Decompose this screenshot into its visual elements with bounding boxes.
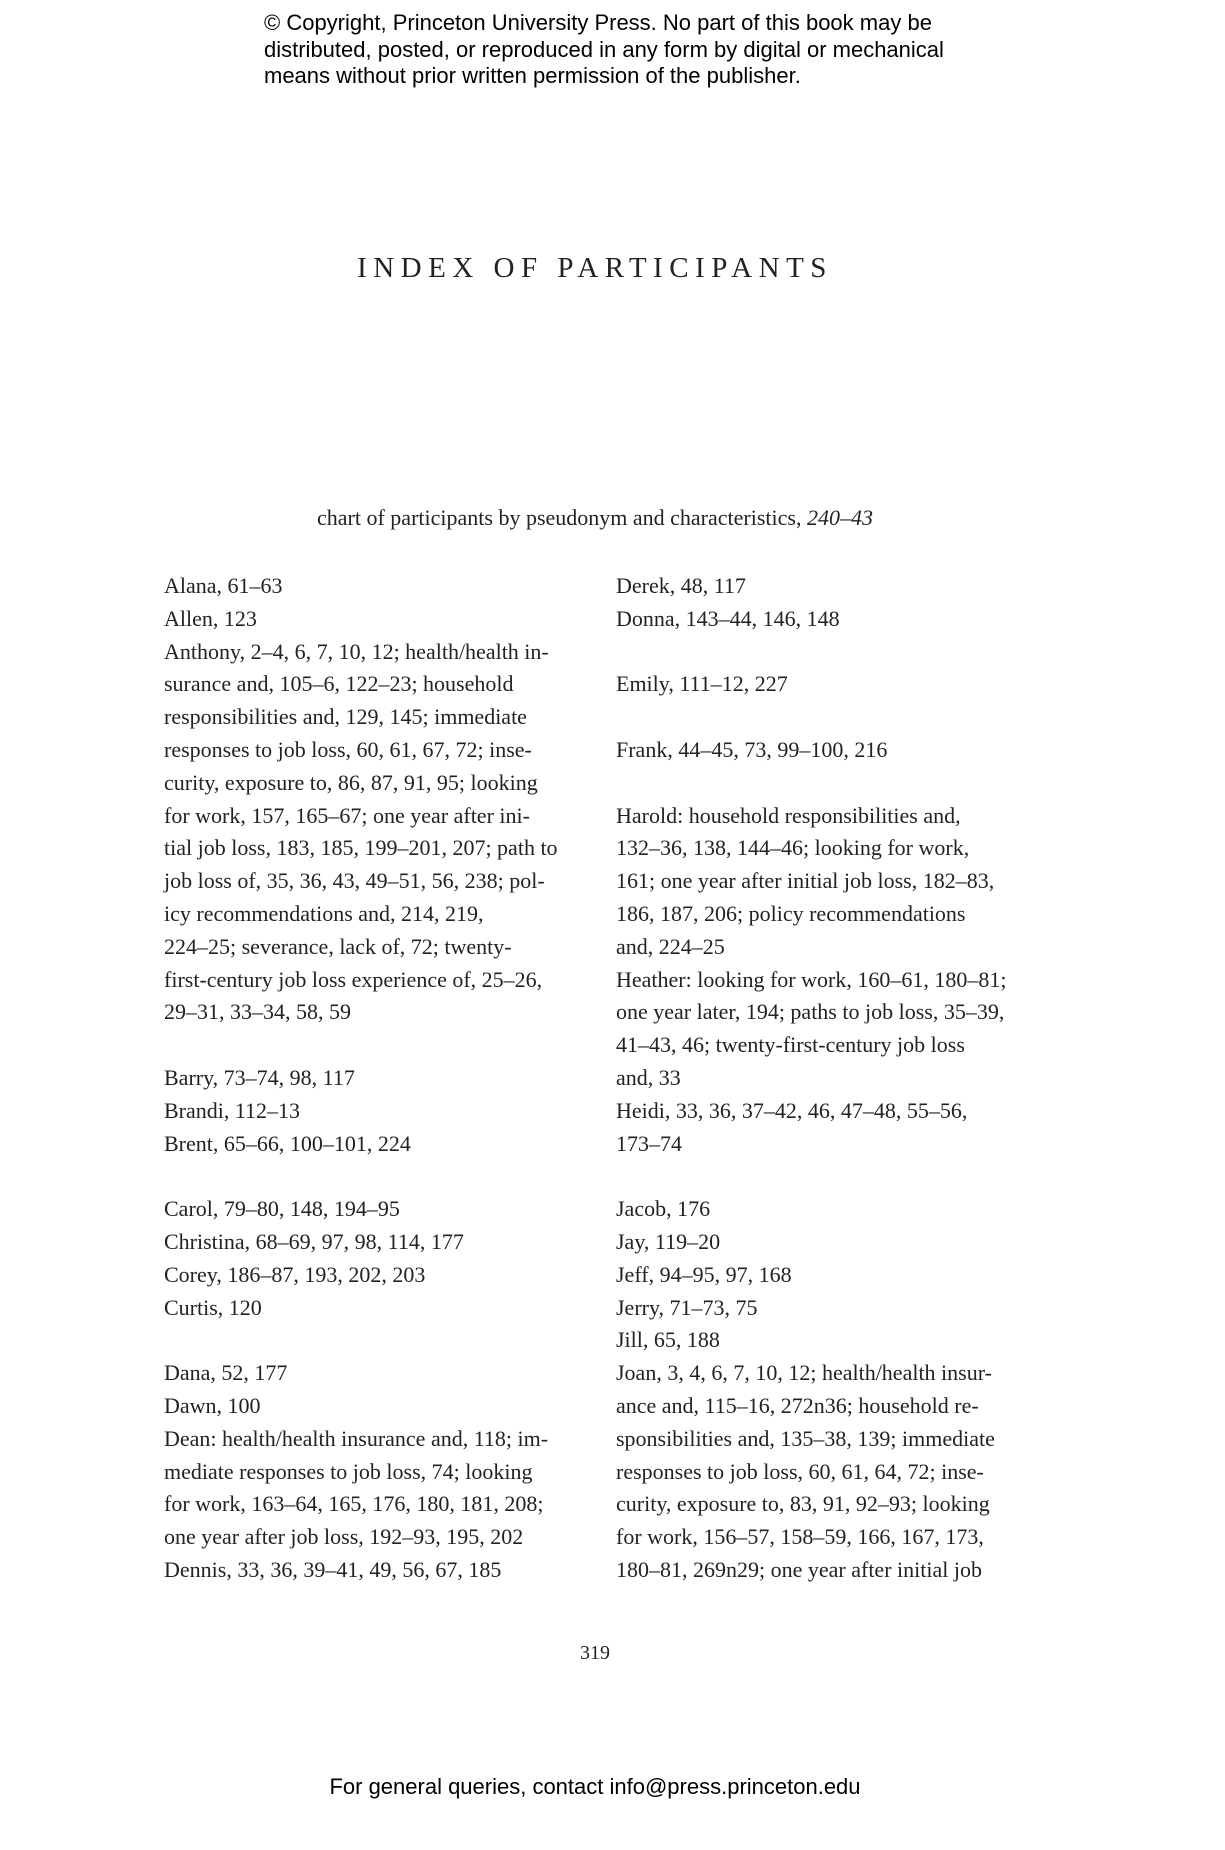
index-entry — [616, 1095, 1036, 1161]
index-column-left — [164, 570, 584, 1587]
index-entry-line: Heidi, 33, 36, 37–42, 46, 47–48, 55–56, — [616, 1097, 968, 1123]
index-entry-line: 224–25; severance, lack of, 72; twenty- — [164, 933, 512, 959]
index-entry — [616, 668, 1036, 701]
index-entry-line: curity, exposure to, 83, 91, 92–93; looking — [616, 1491, 990, 1517]
index-entry-line: Barry, 73–74, 98, 117 — [164, 1064, 355, 1090]
index-entry-line: ance and, 115–16, 272n36; household re- — [616, 1392, 979, 1418]
index-entry-line: Joan, 3, 4, 6, 7, 10, 12; health/health insur- — [616, 1360, 992, 1386]
index-entry-line: surance and, 105–6, 122–23; household — [164, 671, 514, 697]
index-entry-line: Dana, 52, 177 — [164, 1360, 288, 1386]
index-entry-line: and, 224–25 — [616, 933, 725, 959]
index-entry-line: Jeff, 94–95, 97, 168 — [616, 1261, 792, 1287]
index-entry-line: 173–74 — [616, 1130, 682, 1156]
index-entry — [164, 636, 584, 1030]
footer-contact: For general queries, contact info@press.princeton.edu — [329, 1774, 861, 1799]
index-entry-line: Emily, 111–12, 227 — [616, 671, 788, 697]
index-entry-line: Jerry, 71–73, 75 — [616, 1294, 758, 1320]
index-entry-line: one year later, 194; paths to job loss, 35–39, — [616, 999, 1005, 1025]
index-entry — [164, 1423, 584, 1554]
index-entry-line: Carol, 79–80, 148, 194–95 — [164, 1196, 400, 1222]
index-entry-line: Anthony, 2–4, 6, 7, 10, 12; health/health in- — [164, 638, 549, 664]
chart-note-pages: 240–43 — [806, 505, 873, 530]
page-title: INDEX OF PARTICIPANTS — [357, 252, 833, 284]
index-entry — [164, 603, 584, 636]
index-entry-line: Jacob, 176 — [616, 1196, 711, 1222]
index-entry-line: Dawn, 100 — [164, 1392, 261, 1418]
entry-gap — [616, 701, 1036, 734]
copyright-notice — [264, 10, 1024, 90]
index-entry — [164, 1357, 584, 1390]
index-entry-line: for work, 163–64, 165, 176, 180, 181, 208; — [164, 1491, 544, 1517]
chart-note-text: chart of participants by pseudonym and characteristics, — [317, 505, 807, 530]
index-entry — [164, 1390, 584, 1423]
index-entry-line: 41–43, 46; twenty-first-century job loss — [616, 1032, 965, 1058]
index-entry-line: 186, 187, 206; policy recommendations — [616, 900, 966, 926]
entry-gap — [164, 1029, 584, 1062]
index-entry — [616, 734, 1036, 767]
index-entry-line: curity, exposure to, 86, 87, 91, 95; looking — [164, 769, 538, 795]
index-entry-line: Christina, 68–69, 97, 98, 114, 177 — [164, 1228, 464, 1254]
index-entry — [616, 1226, 1036, 1259]
index-entry-line: 132–36, 138, 144–46; looking for work, — [616, 835, 970, 861]
index-entry — [616, 603, 1036, 636]
index-entry — [164, 1554, 584, 1587]
entry-gap — [616, 1160, 1036, 1193]
index-entry-line: Dennis, 33, 36, 39–41, 49, 56, 67, 185 — [164, 1556, 502, 1582]
index-entry-line: responsibilities and, 129, 145; immediate — [164, 704, 527, 730]
index-entry — [164, 570, 584, 603]
chart-note — [0, 505, 1190, 531]
index-entry-line: for work, 156–57, 158–59, 166, 167, 173, — [616, 1524, 984, 1550]
index-entry-line: Corey, 186–87, 193, 202, 203 — [164, 1261, 426, 1287]
index-entry — [616, 1357, 1036, 1587]
index-entry — [616, 964, 1036, 1095]
index-entry — [164, 1128, 584, 1161]
index-entry — [164, 1193, 584, 1226]
index-entry-line: Donna, 143–44, 146, 148 — [616, 605, 840, 631]
index-entry — [164, 1095, 584, 1128]
page-number: 319 — [580, 1642, 610, 1664]
index-entry — [616, 1292, 1036, 1325]
index-entry-line: 180–81, 269n29; one year after initial job — [616, 1556, 982, 1582]
entry-gap — [164, 1324, 584, 1357]
index-entry-line: responses to job loss, 60, 61, 67, 72; inse- — [164, 736, 532, 762]
index-entry-line: 161; one year after initial job loss, 182–83, — [616, 868, 995, 894]
index-entry-line: Frank, 44–45, 73, 99–100, 216 — [616, 736, 888, 762]
entry-gap — [164, 1160, 584, 1193]
index-entry-line: icy recommendations and, 214, 219, — [164, 900, 484, 926]
copyright-line: © Copyright, Princeton University Press. No part of this book may be — [264, 10, 932, 35]
index-entry-line: responses to job loss, 60, 61, 64, 72; inse- — [616, 1458, 984, 1484]
index-entry-line: Derek, 48, 117 — [616, 573, 746, 598]
index-entry-line: and, 33 — [616, 1064, 681, 1090]
index-entry — [616, 800, 1036, 964]
index-entry — [164, 1259, 584, 1292]
index-entry-line: Curtis, 120 — [164, 1294, 262, 1320]
entry-gap — [616, 767, 1036, 800]
index-entry-line: Brandi, 112–13 — [164, 1097, 301, 1123]
index-entry-line: Jill, 65, 188 — [616, 1327, 720, 1353]
index-entry-line: Brent, 65–66, 100–101, 224 — [164, 1130, 411, 1156]
index-entry-line: mediate responses to job loss, 74; looking — [164, 1458, 533, 1484]
index-entry — [616, 1193, 1036, 1226]
entry-gap — [616, 636, 1036, 669]
index-entry-line: Heather: looking for work, 160–61, 180–81; — [616, 966, 1007, 992]
index-entry-line: job loss of, 35, 36, 43, 49–51, 56, 238; pol- — [164, 868, 545, 894]
index-entry-line: first-century job loss experience of, 25–26, — [164, 966, 543, 992]
index-entry — [164, 1226, 584, 1259]
index-entry — [616, 570, 1036, 603]
index-entry-line: tial job loss, 183, 185, 199–201, 207; path to — [164, 835, 558, 861]
index-entry-line: Allen, 123 — [164, 605, 257, 631]
index-entry-line: Alana, 61–63 — [164, 573, 283, 598]
index-entry-line: 29–31, 33–34, 58, 59 — [164, 999, 351, 1025]
index-entry-line: Jay, 119–20 — [616, 1228, 721, 1254]
index-column-right — [616, 570, 1036, 1587]
index-entry-line: for work, 157, 165–67; one year after ini- — [164, 802, 530, 828]
index-entry-line: sponsibilities and, 135–38, 139; immediate — [616, 1425, 995, 1451]
index-entry-line: Harold: household responsibilities and, — [616, 802, 961, 828]
index-entry — [616, 1259, 1036, 1292]
index-entry — [164, 1292, 584, 1325]
index-entry-line: one year after job loss, 192–93, 195, 202 — [164, 1524, 524, 1550]
copyright-line: means without prior written permission of the publisher. — [264, 63, 801, 88]
index-entry — [616, 1324, 1036, 1357]
index-entry — [164, 1062, 584, 1095]
index-entry-line: Dean: health/health insurance and, 118; im- — [164, 1425, 549, 1451]
copyright-line: distributed, posted, or reproduced in any form by digital or mechanical — [264, 36, 944, 62]
